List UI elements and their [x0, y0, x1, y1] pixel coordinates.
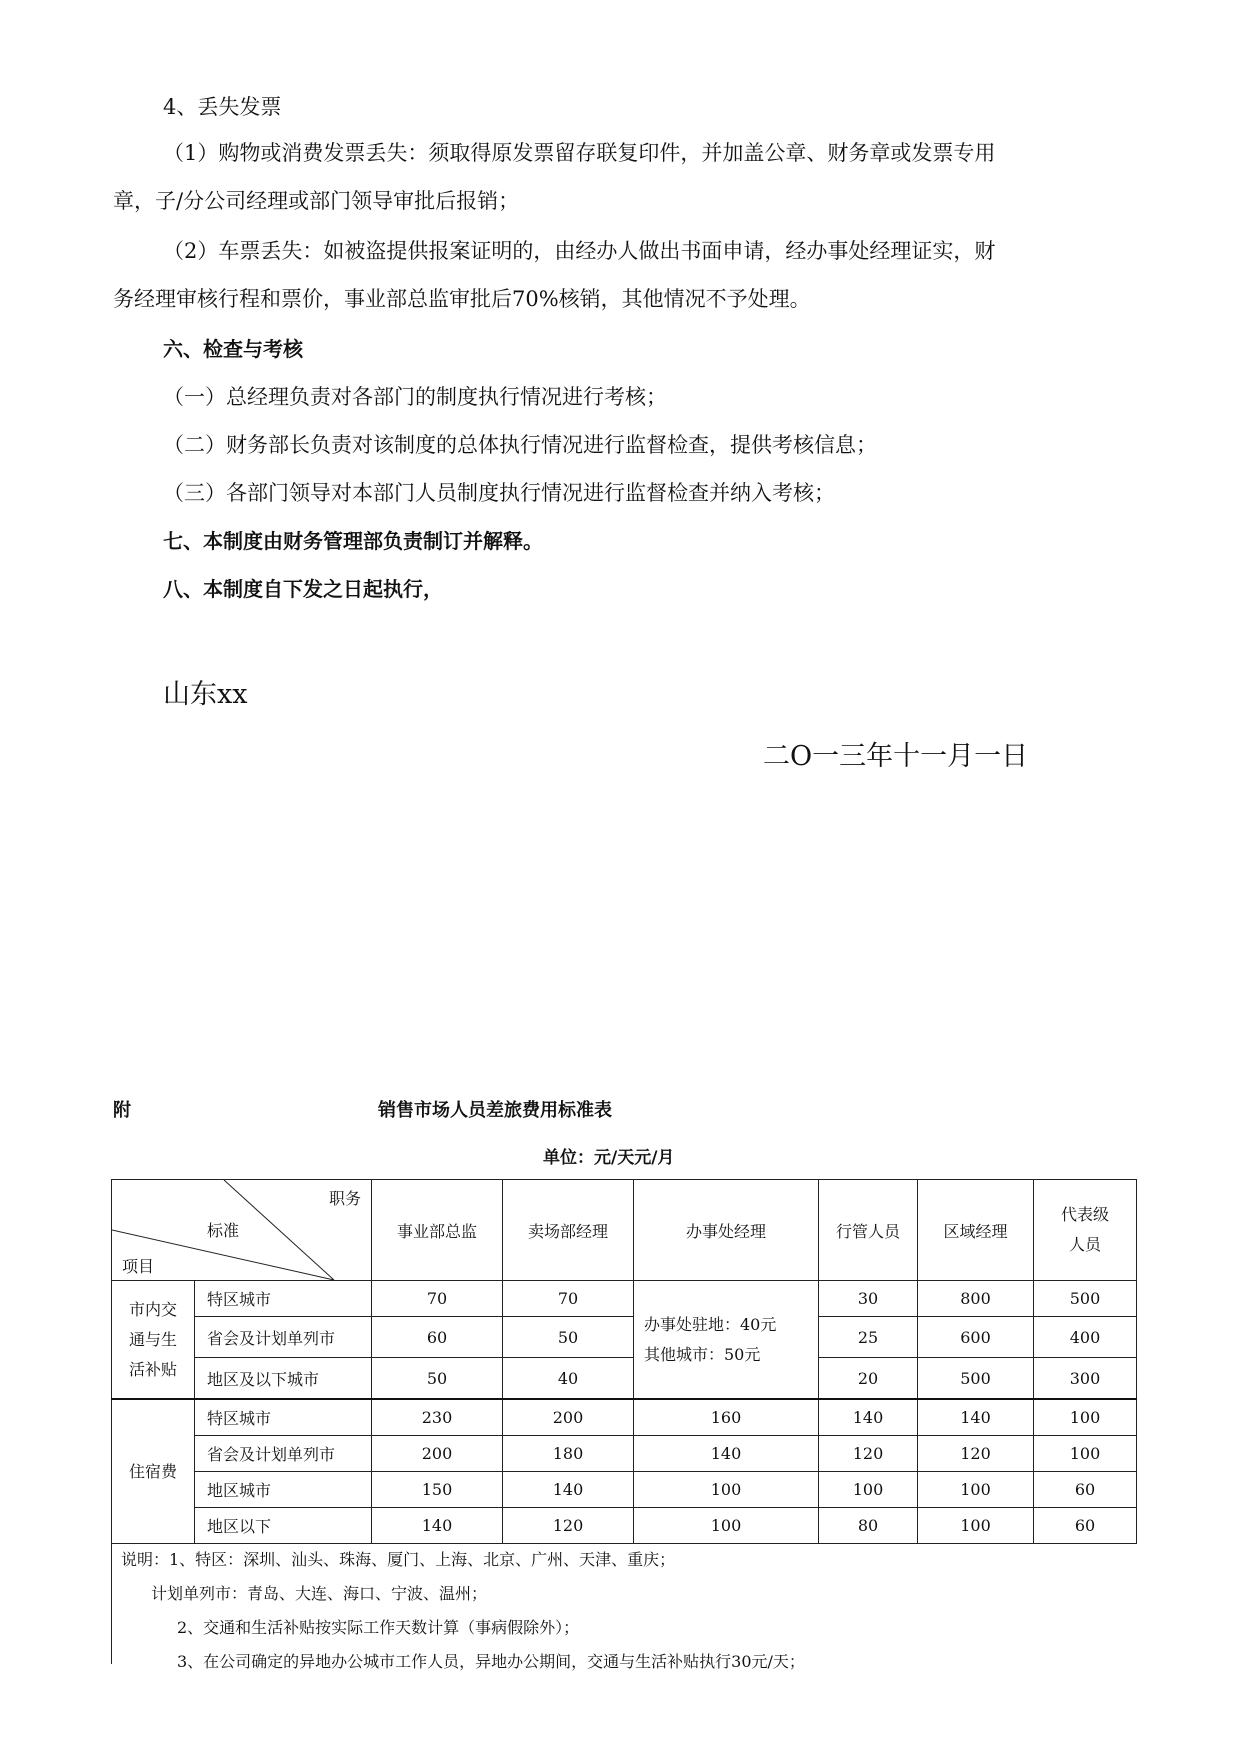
table-cell: 140 [372, 1508, 503, 1544]
row-label: 省会及计划单列市 [195, 1436, 372, 1472]
corner-label-item: 项目 [122, 1257, 155, 1276]
row-label: 特区城市 [195, 1399, 372, 1436]
column-header: 办事处经理 [634, 1180, 819, 1281]
note-line: 3、在公司确定的异地办公城市工作人员，异地办公期间，交通与生活补贴执行30元/天； [177, 1652, 805, 1671]
row-label: 地区及以下城市 [195, 1358, 372, 1400]
table-cell: 600 [918, 1317, 1034, 1358]
paragraph-line: （1）购物或消费发票丢失：须取得原发票留存联复印件，并加盖公章、财务章或发票专用 [163, 141, 996, 165]
office-allowance-line: 其他城市：50元 [644, 1344, 761, 1364]
column-header: 卖场部经理 [503, 1180, 634, 1281]
table-row [112, 1472, 1137, 1508]
table-cell: 100 [819, 1472, 918, 1508]
corner-label-standard: 标准 [207, 1221, 240, 1240]
row-label: 地区城市 [195, 1472, 372, 1508]
table-cell: 500 [1034, 1281, 1137, 1317]
table-cell: 50 [372, 1358, 503, 1400]
notes-left-border [111, 1539, 112, 1664]
table-row [112, 1508, 1137, 1544]
expense-standard-table [111, 1179, 1137, 1544]
column-header-line: 人员 [1068, 1235, 1101, 1254]
table-cell: 120 [503, 1508, 634, 1544]
group-label-line: 通与生 [128, 1329, 177, 1349]
table-cell: 120 [819, 1436, 918, 1472]
table-row [112, 1281, 1137, 1317]
table-cell: 60 [1034, 1508, 1137, 1544]
table-cell: 100 [634, 1508, 819, 1544]
diagonal-header-cell [112, 1180, 372, 1281]
paragraph-line: （2）车票丢失：如被盗提供报案证明的，由经办人做出书面申请，经办事处经理证实，财 [163, 239, 996, 263]
table-cell: 180 [503, 1436, 634, 1472]
table-cell: 140 [819, 1399, 918, 1436]
table-cell: 400 [1034, 1317, 1137, 1358]
table-cell: 100 [918, 1472, 1034, 1508]
row-label: 地区以下 [195, 1508, 372, 1544]
table-cell: 25 [819, 1317, 918, 1358]
column-header [1034, 1180, 1137, 1281]
signature-date: 二O一三年十一月一日 [763, 741, 1029, 772]
table-header-row [112, 1180, 1137, 1281]
table-title: 销售市场人员差旅费用标准表 [378, 1100, 612, 1121]
group-label-line: 活补贴 [128, 1359, 177, 1379]
signature-company: 山东xx [163, 679, 248, 710]
section-heading: 六、检查与考核 [163, 337, 303, 361]
note-line: 说明：1、特区：深圳、汕头、珠海、厦门、上海、北京、广州、天津、重庆； [121, 1550, 676, 1569]
section-heading: 八、本制度自下发之日起执行， [163, 577, 443, 601]
annex-label: 附 [113, 1100, 131, 1121]
table-cell: 140 [918, 1399, 1034, 1436]
corner-label-position: 职务 [328, 1189, 361, 1208]
paragraph-line: （二）财务部长负责对该制度的总体执行情况进行监督检查，提供考核信息； [163, 433, 877, 457]
column-header: 区域经理 [918, 1180, 1034, 1281]
group-label-transport [112, 1281, 195, 1400]
section-heading: 七、本制度由财务管理部负责制订并解释。 [163, 529, 543, 553]
table-cell: 100 [1034, 1436, 1137, 1472]
office-allowance-line: 办事处驻地：40元 [644, 1314, 777, 1334]
table-cell: 100 [918, 1508, 1034, 1544]
table-cell: 160 [634, 1399, 819, 1436]
table-row [112, 1399, 1137, 1436]
table-cell: 70 [503, 1281, 634, 1317]
table-cell: 200 [503, 1399, 634, 1436]
table-cell: 140 [503, 1472, 634, 1508]
table-cell: 140 [634, 1436, 819, 1472]
paragraph-line: （三）各部门领导对本部门人员制度执行情况进行监督检查并纳入考核； [163, 481, 835, 505]
row-label: 特区城市 [195, 1281, 372, 1317]
table-cell: 30 [819, 1281, 918, 1317]
table-unit: 单位：元/天元/月 [543, 1148, 675, 1168]
paragraph-line: 务经理审核行程和票价，事业部总监审批后70%核销，其他情况不予处理。 [113, 287, 811, 311]
table-cell: 60 [372, 1317, 503, 1358]
column-header-line: 代表级 [1060, 1205, 1109, 1224]
table-row [112, 1436, 1137, 1472]
group-label-line: 市内交 [128, 1299, 177, 1319]
table-row [112, 1317, 1137, 1358]
table-cell: 50 [503, 1317, 634, 1358]
office-manager-allowance [634, 1281, 819, 1400]
note-line: 2、交通和生活补贴按实际工作天数计算（事病假除外）； [177, 1618, 580, 1637]
section-heading: 4、丢失发票 [163, 95, 282, 119]
row-label: 省会及计划单列市 [195, 1317, 372, 1358]
column-header: 事业部总监 [372, 1180, 503, 1281]
table-cell: 40 [503, 1358, 634, 1400]
table-cell: 300 [1034, 1358, 1137, 1400]
paragraph-line: （一）总经理负责对各部门的制度执行情况进行考核； [163, 385, 667, 409]
table-cell: 800 [918, 1281, 1034, 1317]
table-cell: 120 [918, 1436, 1034, 1472]
table-cell: 500 [918, 1358, 1034, 1400]
table-cell: 230 [372, 1399, 503, 1436]
table-row [112, 1358, 1137, 1400]
table-cell: 100 [1034, 1399, 1137, 1436]
table-cell: 20 [819, 1358, 918, 1400]
table-cell: 70 [372, 1281, 503, 1317]
column-header: 行管人员 [819, 1180, 918, 1281]
paragraph-line: 章，子/分公司经理或部门领导审批后报销； [113, 189, 520, 213]
note-line: 计划单列市：青岛、大连、海口、宁波、温州； [151, 1584, 488, 1603]
table-cell: 100 [634, 1472, 819, 1508]
table-cell: 80 [819, 1508, 918, 1544]
table-cell: 150 [372, 1472, 503, 1508]
group-label-lodging: 住宿费 [112, 1399, 195, 1544]
table-cell: 200 [372, 1436, 503, 1472]
table-cell: 60 [1034, 1472, 1137, 1508]
